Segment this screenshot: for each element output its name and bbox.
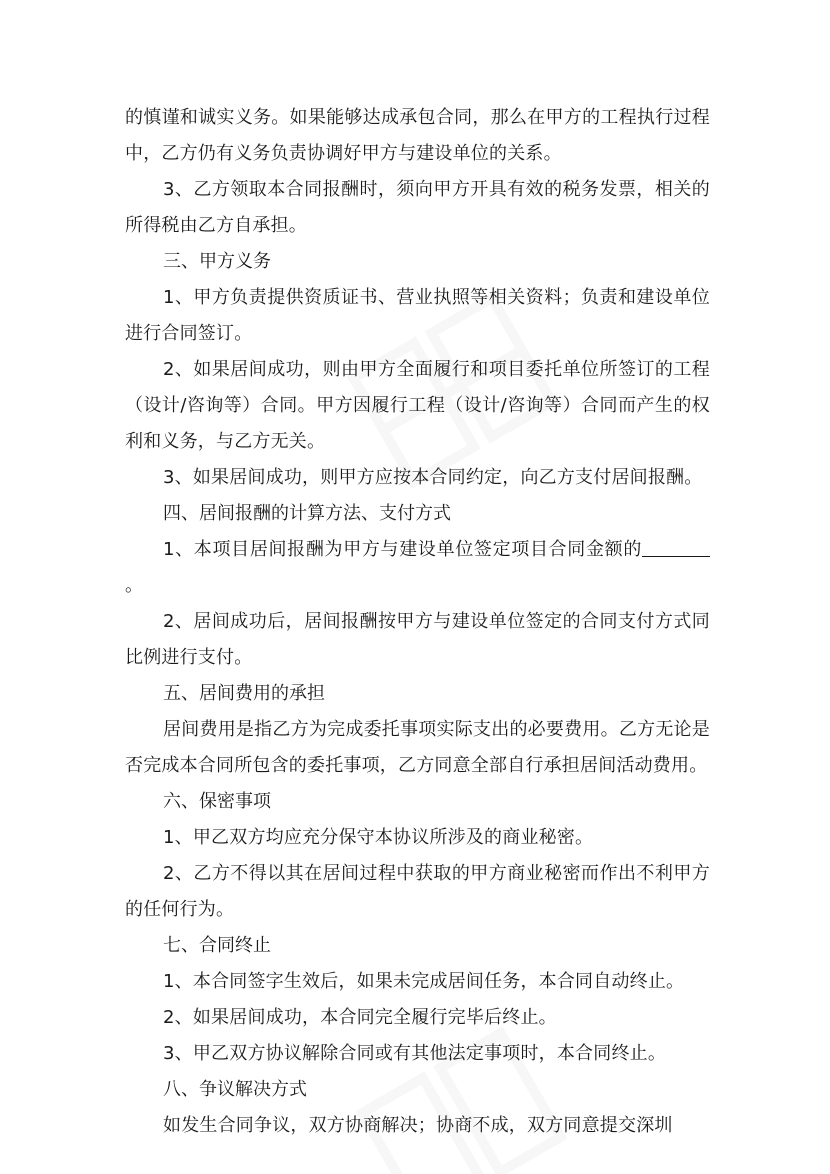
fill-in-blank bbox=[642, 536, 710, 557]
paragraph: 1、本合同签字生效后，如果未完成居间任务，本合同自动终止。 bbox=[163, 971, 685, 992]
document-body bbox=[125, 100, 710, 1144]
section-heading: 六、保密事项 bbox=[163, 791, 271, 812]
paragraph: 2、居间成功后，居间报酬按甲方与建设单位签定的合同支付方式同比例进行支付。 bbox=[125, 611, 710, 668]
paragraph: 2、如果居间成功，则由甲方全面履行和项目委托单位所签订的工程（设计/咨询等）合同。甲方因履行工程（设计/咨询等）合同而产生的权利和义务，与乙方无关。 bbox=[125, 359, 710, 452]
paragraph: 如发生合同争议，双方协商解决；协商不成，双方同意提交深圳 bbox=[163, 1115, 673, 1136]
paragraph: 3、如果居间成功，则甲方应按本合同约定，向乙方支付居间报酬。 bbox=[163, 467, 703, 488]
section-heading: 四、居间报酬的计算方法、支付方式 bbox=[163, 503, 451, 524]
paragraph: 3、乙方领取本合同报酬时，须向甲方开具有效的税务发票，相关的所得税由乙方自承担。 bbox=[125, 179, 710, 236]
paragraph: 3、甲乙双方协议解除合同或有其他法定事项时，本合同终止。 bbox=[163, 1043, 667, 1064]
paragraph: 的慎谨和诚实义务。如果能够达成承包合同，那么在甲方的工程执行过程中，乙方仍有义务负责协调好甲方与建设单位的关系。 bbox=[125, 107, 710, 164]
section-heading: 八、争议解决方式 bbox=[163, 1079, 307, 1100]
section-heading: 七、合同终止 bbox=[163, 935, 271, 956]
paragraph: 居间费用是指乙方为完成委托事项实际支出的必要费用。乙方无论是否完成本合同所包含的委托事项，乙方同意全部自行承担居间活动费用。 bbox=[125, 719, 710, 776]
section-heading: 三、甲方义务 bbox=[163, 251, 271, 272]
paragraph: 1、甲方负责提供资质证书、营业执照等相关资料；负责和建设单位进行合同签订。 bbox=[125, 287, 710, 344]
paragraph: 2、如果居间成功，本合同完全履行完毕后终止。 bbox=[163, 1007, 557, 1028]
paragraph-with-blank bbox=[125, 532, 710, 604]
section-heading: 五、居间费用的承担 bbox=[163, 683, 325, 704]
paragraph: 1、甲乙双方均应充分保守本协议所涉及的商业秘密。 bbox=[163, 827, 594, 848]
paragraph: 2、乙方不得以其在居间过程中获取的甲方商业秘密而作出不利甲方的任何行为。 bbox=[125, 863, 710, 920]
paragraph-suffix: 。 bbox=[125, 575, 144, 596]
paragraph-text: 1、本项目居间报酬为甲方与建设单位签定项目合同金额的 bbox=[163, 539, 642, 560]
